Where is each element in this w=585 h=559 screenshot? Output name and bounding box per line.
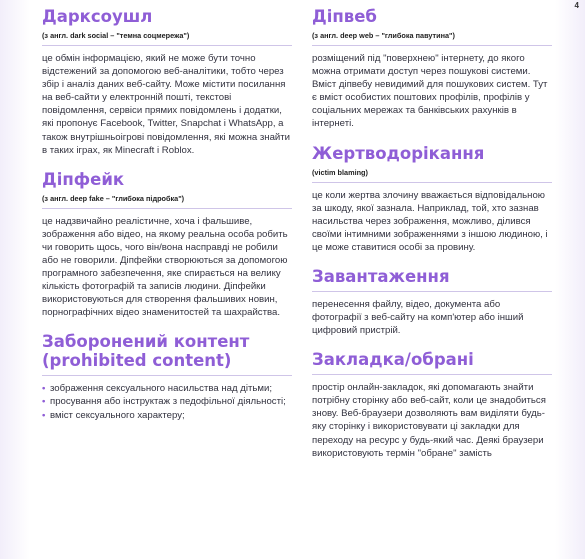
list-item: • зображення сексуального насильства над дітьми; (42, 382, 292, 395)
divider (42, 375, 292, 376)
entry-title: Жертводорікання (312, 143, 485, 163)
entry-description: це надзвичайно реалістичне, хоча і фальшиве, зображення або відео, на якому реальна особа робить чи говорить щось, чого він/вона насправді не робили або не говорили. Діпфейки створюються за допомогою програмного забезпечення, яке спирається на велику кількість фотографій та записів людини. Діпфейки використовуються для створення фальшивих новин, порнографічних відео знаменитостей та шахрайства. (42, 215, 288, 319)
divider (312, 291, 552, 292)
entry-origin: (з англ. deep web – "глибока павутина") (312, 30, 455, 40)
entry-title: Діпвеб (312, 7, 377, 26)
prohibited-list (42, 382, 292, 421)
entry-deepweb (312, 8, 552, 131)
entry-description: це обмін інформацією, який не може бути точно відстежений за допомогою веб-аналітики, тобто через збір і аналіз даних веб-сайту. Може містити посилання на веб-сайти у електронній пошті, текстові повідомлення, сервіси прямих повідомлень і додатки, які пропонує Facebook, Twitter, Snapchat і WhatsApp, а також внутрішньоігрові повідомлення, які можна знайти в таких іграх, як Minecraft і Roblox. (42, 52, 291, 156)
entry-prohibited-content (42, 333, 292, 421)
entry-title: Даркcоушл (42, 7, 153, 26)
entry-description: розміщений під "поверхнею" інтернету, до якого можна отримати доступ через пошукові системи. Вміст діпвебу невидимий для пошукових систем. Тут є вміст особистих поштових профілів, профілів у соціальних мережах та банківських рахунків в інтернеті. (312, 52, 548, 130)
entry-deepfake (42, 171, 292, 320)
entry-origin: (victim blaming) (312, 167, 368, 177)
divider (312, 45, 552, 46)
entry-title: Завантаження (312, 266, 450, 286)
page-number: 4 (574, 1, 579, 10)
entry-victim-blaming (312, 145, 552, 254)
entry-download (312, 268, 552, 337)
divider (42, 45, 292, 46)
entry-description: простір онлайн-закладок, які допомагають знайти потрібну сторінку або веб-сайт, коли це знадобиться знову. Веб-браузери дозволяють вам виділяти будь-яку сторінку і використовувати ці закладки для переходу на ресурс у будь-який час. Деякі браузери використовують термін "обране" замість (312, 382, 546, 459)
entry-title: Заборонений контент (prohibited content) (42, 332, 250, 371)
entry-title: Закладка/обрані (312, 350, 474, 370)
entry-title: Діпфейк (42, 169, 125, 189)
entry-darksocial (42, 8, 292, 157)
divider (42, 208, 292, 209)
list-item: • просування або інструктаж з педофільної діяльності; (42, 395, 292, 408)
divider (312, 182, 552, 183)
entry-origin: (з англ. deep fake – "глибока підробка") (42, 193, 185, 203)
entry-bookmark (312, 351, 552, 460)
divider (312, 374, 552, 375)
entry-description: перенесення файлу, відео, документа або фотографії з веб-сайту на комп'ютер або інший цифровий пристрій. (312, 298, 524, 337)
left-column (42, 8, 292, 436)
entry-origin: (з англ. dark social – "темна соцмережа") (42, 30, 190, 40)
right-column (312, 8, 552, 474)
entry-description: це коли жертва злочину вважається відповідальною за шкоду, якої зазнала. Наприклад, той, хто зазнав насильства через зображення, можливо, ділився своїми інтимними зображеннями з іншою людиною, і це може ставитися особі за провину. (312, 189, 548, 253)
list-item: • вміст сексуального характеру; (42, 409, 292, 422)
